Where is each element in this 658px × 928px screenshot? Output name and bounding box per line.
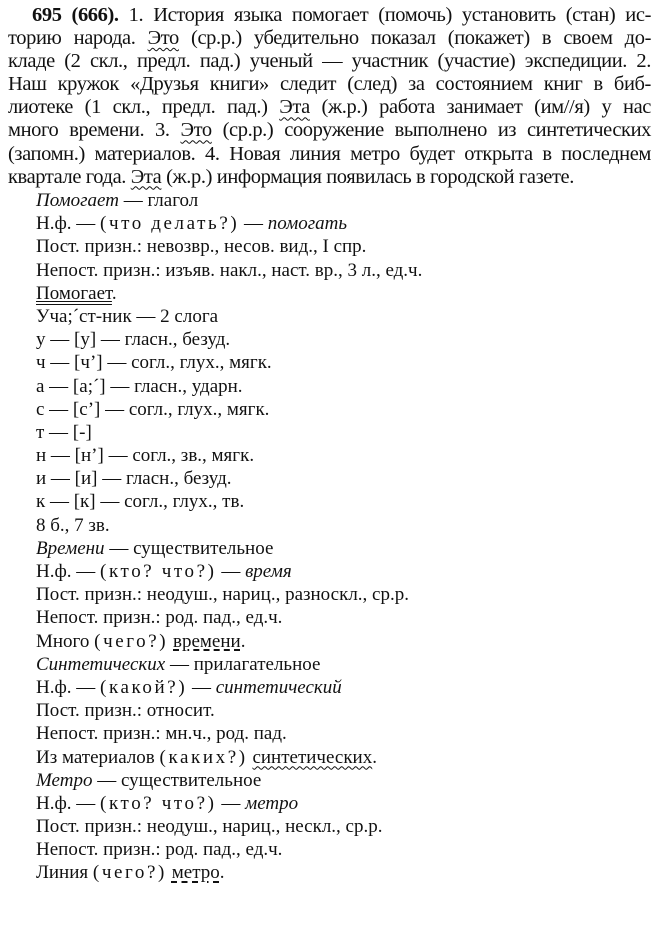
- analysis-line: [36, 792, 422, 815]
- text-segment: а — [а;´] — гласн., ударн.: [36, 375, 243, 397]
- text-segment: — существительное: [104, 537, 274, 559]
- text-segment: Непост. призн.: мн.ч., род. пад.: [36, 723, 287, 745]
- paragraph-line: [8, 166, 651, 189]
- analysis-line: [36, 305, 422, 328]
- text-segment: Непост. призн.: изъяв. накл., наст. вр., 3 л., ед.ч.: [36, 259, 423, 281]
- analysis-line: [36, 583, 422, 606]
- paragraph-line: [8, 50, 651, 73]
- text-segment: много времени. 3.: [8, 119, 181, 142]
- text-segment: — глагол: [118, 190, 199, 211]
- text-segment: Пост. призн.: относит.: [36, 700, 215, 722]
- text-segment: Времени: [36, 537, 105, 559]
- analysis-line: [36, 259, 422, 282]
- analysis-line: [36, 746, 422, 769]
- text-segment: Непост. призн.: род. пад., ед.ч.: [36, 607, 283, 629]
- text-segment: с — [с’] — согл., глух., мягк.: [36, 398, 270, 420]
- text-segment: (каких?): [159, 746, 248, 768]
- analysis-line: [36, 282, 422, 305]
- text-segment: Метро: [36, 769, 93, 791]
- analysis-line: [36, 490, 422, 513]
- text-segment: Из материалов: [36, 746, 160, 768]
- text-segment: н — [н’] — согл., зв., мягк.: [36, 445, 255, 467]
- text-segment: .: [111, 282, 117, 304]
- text-segment: Уча;´ст-ник — 2 слога: [36, 305, 219, 327]
- analysis-line: [36, 653, 422, 676]
- text-segment: Пост. призн.: невозвр., несов. вид., I спр.: [36, 236, 367, 258]
- text-segment: (что делать?): [100, 213, 240, 235]
- analysis-line: [36, 328, 422, 351]
- text-segment: и — [и] — гласн., безуд.: [36, 468, 232, 490]
- text-segment: (ср.р.) убедительно показал (покажет) в своем до-: [178, 27, 651, 50]
- exercise-paragraph: [8, 4, 651, 189]
- text-segment: (кто? что?): [100, 561, 217, 582]
- text-segment: Линия: [36, 862, 93, 884]
- text-segment: ч — [ч’] — согл., глух., мягк.: [36, 352, 272, 374]
- analysis-line: [36, 235, 422, 258]
- text-segment: (запомн.) материалов. 4. Новая линия метро будет открыта в последнем: [8, 142, 651, 165]
- text-segment: торию народа.: [8, 27, 148, 50]
- text-segment: (ср.р.) сооружение выполнено из синтетических: [211, 119, 651, 142]
- paragraph-line: [8, 4, 651, 27]
- analysis-line: [36, 351, 422, 374]
- analysis-line: [36, 769, 422, 792]
- analysis-line: [36, 398, 422, 421]
- text-segment: у — [у] — гласн., безуд.: [36, 329, 231, 351]
- analysis-line: [36, 212, 422, 235]
- analysis-line: [36, 560, 422, 583]
- text-segment: (какой?): [100, 676, 188, 698]
- text-segment: —: [187, 676, 216, 698]
- text-segment: — существительное: [92, 769, 262, 791]
- analysis-line: [36, 421, 422, 444]
- text-segment: т — [-]: [36, 421, 92, 443]
- analysis-line: [36, 375, 422, 398]
- text-segment: Н.ф. —: [36, 792, 101, 814]
- text-segment: Н.ф. —: [36, 561, 101, 582]
- text-segment: 1. История языка помогает (помочь) установить (стан) ис-: [128, 4, 651, 26]
- text-segment: помогать: [267, 213, 347, 235]
- paragraph-line: [8, 96, 651, 119]
- text-segment: Эта: [279, 96, 310, 119]
- text-segment: синтетических: [252, 746, 373, 768]
- word-analysis: [36, 189, 422, 885]
- text-segment: Непост. призн.: род. пад., ед.ч.: [36, 839, 283, 861]
- text-segment: Это: [147, 27, 179, 50]
- text-segment: .: [372, 746, 377, 768]
- text-segment: времени: [173, 630, 241, 652]
- analysis-line: [36, 514, 422, 537]
- text-segment: (ж.р.) работа занимает (им//я) у нас: [309, 96, 652, 119]
- analysis-line: [36, 838, 422, 861]
- text-segment: Это: [180, 119, 212, 142]
- text-segment: квартале года.: [8, 165, 131, 188]
- analysis-line: [36, 861, 422, 884]
- text-segment: .: [240, 630, 246, 652]
- text-segment: время: [245, 561, 292, 582]
- text-segment: (чего?): [92, 862, 167, 884]
- analysis-line: [36, 467, 422, 490]
- paragraph-line: [8, 73, 651, 96]
- text-segment: Синтетических: [36, 653, 166, 675]
- text-segment: Пост. призн.: неодуш., нариц., разноскл., ср.р.: [36, 584, 409, 606]
- text-segment: 8 б., 7 зв.: [36, 514, 110, 536]
- text-segment: кладе (2 скл., предл. пад.) ученый — участник (участие) экспедиции. 2.: [8, 50, 651, 73]
- text-segment: — прилагательное: [165, 653, 321, 675]
- text-segment: лиотеке (1 скл., предл. пад.): [8, 96, 280, 119]
- text-segment: (чего?): [94, 630, 169, 652]
- analysis-line: [36, 815, 422, 838]
- paragraph-line: [8, 143, 651, 166]
- analysis-line: [36, 676, 422, 699]
- text-segment: Помогает: [36, 282, 112, 304]
- text-segment: —: [239, 213, 268, 235]
- analysis-line: [36, 699, 422, 722]
- analysis-line: [36, 444, 422, 467]
- text-segment: Н.ф. —: [36, 676, 101, 698]
- analysis-line: [36, 537, 422, 560]
- analysis-line: [36, 722, 422, 745]
- text-segment: Помогает: [36, 190, 119, 211]
- text-segment: к — [к] — согл., глух., тв.: [36, 491, 245, 513]
- text-segment: —: [216, 561, 246, 582]
- text-segment: Пост. призн.: неодуш., нариц., нескл., ср.р.: [36, 816, 383, 838]
- exercise-number: 695 (666).: [32, 4, 119, 26]
- analysis-line: [36, 606, 422, 629]
- text-segment: .: [219, 862, 225, 884]
- text-segment: метро: [171, 862, 220, 884]
- text-segment: (ж.р.) информация появилась в городской газете.: [161, 165, 574, 188]
- paragraph-line: [8, 27, 651, 50]
- text-segment: Наш кружок «Друзья книги» следит (след) за состоянием книг в биб-: [8, 73, 651, 96]
- text-segment: Много: [36, 630, 95, 652]
- text-segment: синтетический: [215, 676, 342, 698]
- text-segment: (кто? что?): [100, 792, 217, 814]
- analysis-line: [36, 630, 422, 653]
- text-segment: метро: [245, 792, 299, 814]
- text-segment: Н.ф. —: [36, 213, 101, 235]
- analysis-line: [36, 189, 422, 212]
- text-segment: —: [216, 792, 246, 814]
- paragraph-line: [8, 119, 651, 142]
- text-segment: Эта: [130, 165, 162, 188]
